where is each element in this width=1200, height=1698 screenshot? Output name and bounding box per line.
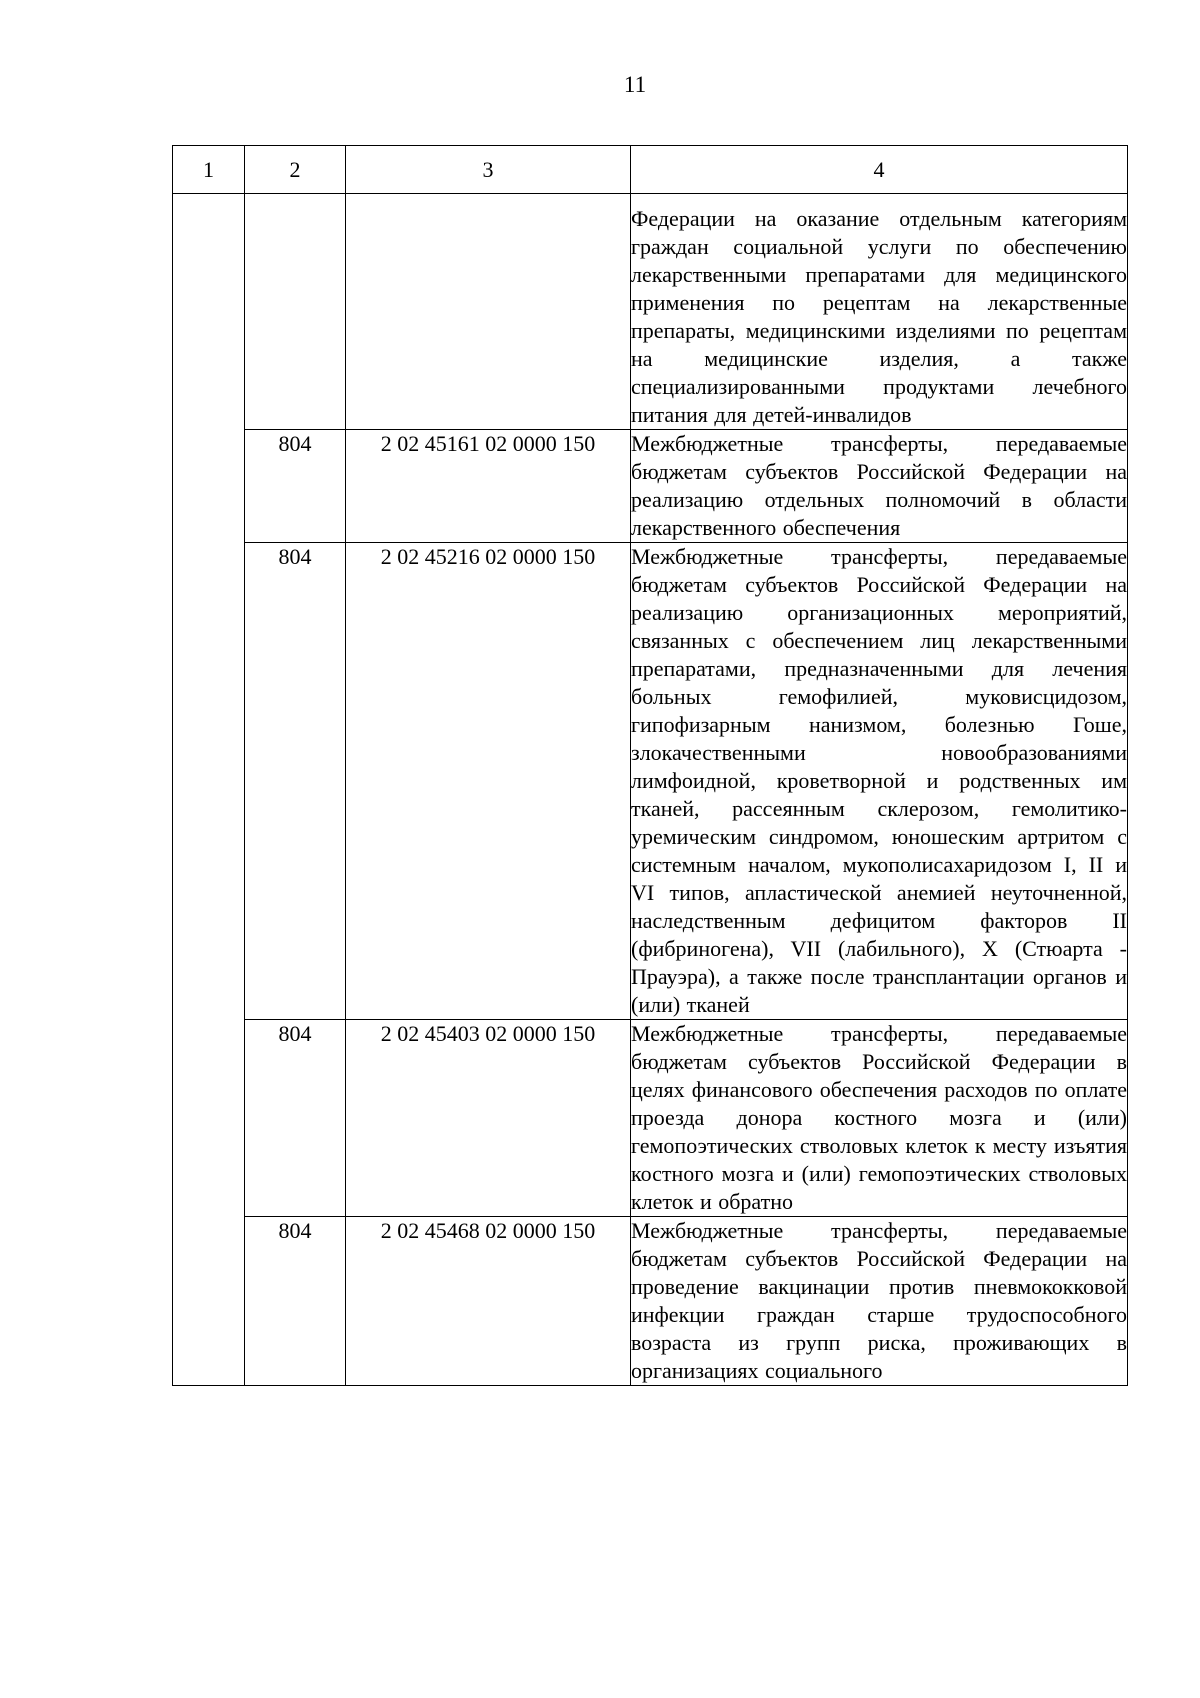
cell-description: Межбюджетные трансферты, передаваемые бюджетам субъектов Российской Федерации в целях финансового обеспечения расходов по оплате проезда донора костного мозга и (или) гемопоэтических стволовых клеток к месту изъятия костного мозга и (или) гемопоэтических стволовых клеток и обратно [631, 1020, 1128, 1217]
cell-budget-code: 2 02 45161 02 0000 150 [346, 430, 631, 543]
header-col-2: 2 [245, 146, 346, 194]
cell-col-1 [173, 1020, 245, 1217]
header-col-4: 4 [631, 146, 1128, 194]
cell-col-1 [173, 430, 245, 543]
cell-col-1 [173, 543, 245, 1020]
table-row [173, 430, 1128, 543]
table-row [173, 543, 1128, 1020]
cell-col-1 [173, 194, 245, 430]
table-row [173, 194, 1128, 430]
budget-codes-table [172, 145, 1128, 1386]
cell-description: Межбюджетные трансферты, передаваемые бюджетам субъектов Российской Федерации на реализацию отдельных полномочий в области лекарственного обеспечения [631, 430, 1128, 543]
cell-description: Межбюджетные трансферты, передаваемые бюджетам субъектов Российской Федерации на проведение вакцинации против пневмококковой инфекции граждан старше трудоспособного возраста из групп риска, проживающих в организациях социального [631, 1217, 1128, 1386]
header-col-1: 1 [173, 146, 245, 194]
cell-admin-code: 804 [245, 430, 346, 543]
cell-budget-code: 2 02 45468 02 0000 150 [346, 1217, 631, 1386]
cell-admin-code: 804 [245, 1217, 346, 1386]
cell-admin-code [245, 194, 346, 430]
page-number: 11 [623, 72, 647, 97]
table-header-row [173, 146, 1128, 194]
table-row [173, 1020, 1128, 1217]
cell-admin-code: 804 [245, 1020, 346, 1217]
cell-admin-code: 804 [245, 543, 346, 1020]
cell-budget-code [346, 194, 631, 430]
cell-description: Межбюджетные трансферты, передаваемые бюджетам субъектов Российской Федерации на реализацию организационных мероприятий, связанных с обеспечением лиц лекарственными препаратами, предназначенными для лечения больных гемофилией, муковисцидозом, гипофизарным нанизмом, болезнью Гоше, злокачественными новообразованиями лимфоидной, кроветворной и родственных им тканей, рассеянным склерозом, гемолитико-уремическим синдромом, юношеским артритом с системным началом, мукополисахаридозом I, II и VI типов, апластической анемией неуточненной, наследственным дефицитом факторов II (фибриногена), VII (лабильного), X (Стюарта - Прауэра), а также после трансплантации органов и (или) тканей [631, 543, 1128, 1020]
cell-budget-code: 2 02 45216 02 0000 150 [346, 543, 631, 1020]
cell-budget-code: 2 02 45403 02 0000 150 [346, 1020, 631, 1217]
cell-col-1 [173, 1217, 245, 1386]
header-col-3: 3 [346, 146, 631, 194]
cell-description: Федерации на оказание отдельным категориям граждан социальной услуги по обеспечению лекарственными препаратами для медицинского применения по рецептам на лекарственные препараты, медицинскими изделиями по рецептам на медицинские изделия, а также специализированными продуктами лечебного питания для детей-инвалидов [631, 194, 1128, 430]
table-row [173, 1217, 1128, 1386]
